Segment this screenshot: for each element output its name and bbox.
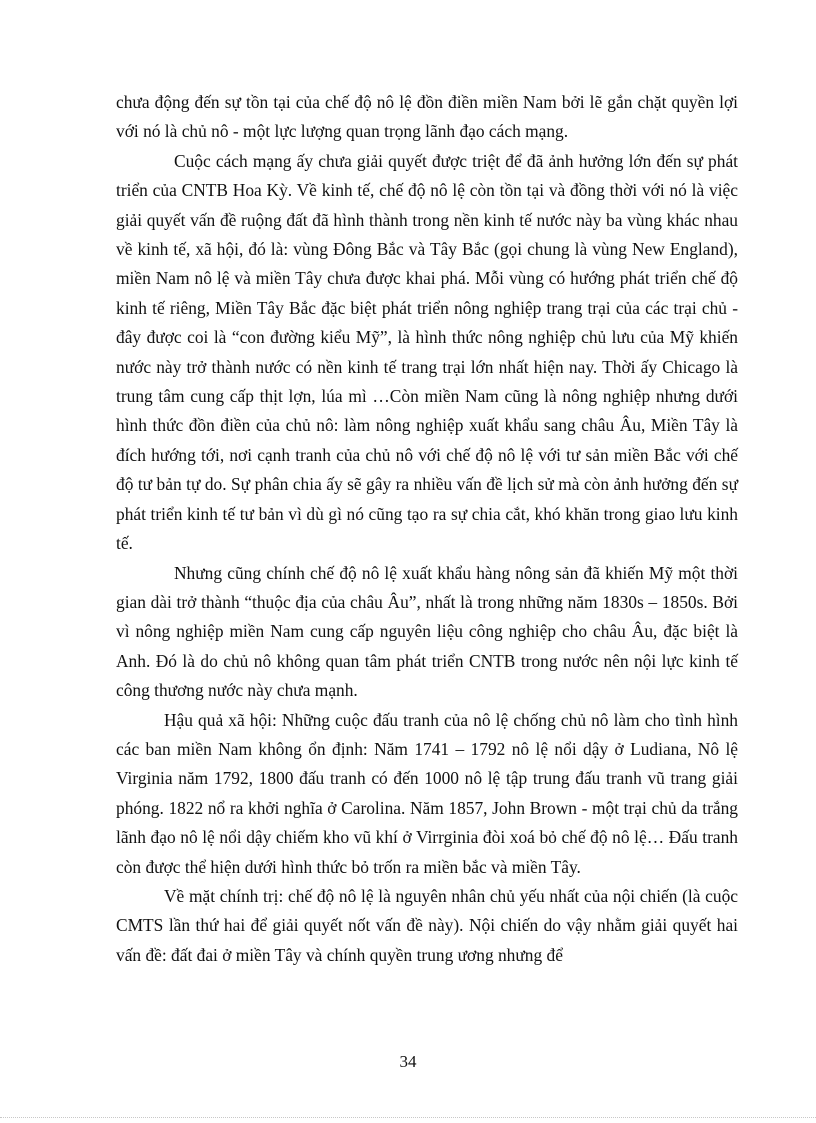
- paragraph-political-aspect: Về mặt chính trị: chế độ nô lệ là nguyên nhân chủ yếu nhất của nội chiến (là cuộc CMTS lần thứ hai để giải quyết nốt vấn đề này). Nội chiến do vậy nhằm giải quyết hai vấn đề: đất đai ở miền Tây và chính quyền trung ương nhưng để: [116, 885, 738, 965]
- paragraph-colony-of-europe: Nhưng cũng chính chế độ nô lệ xuất khẩu hàng nông sản đã khiến Mỹ một thời gian dài trở thành “thuộc địa của châu Âu”, nhất là trong những năm 1830s – 1850s. Bởi vì nông nghiệp miền Nam cung cấp nguyên liệu công nghiệp cho châu Âu, đặc biệt là Anh. Đó là do chủ nô không quan tâm phát triển CNTB trong nước nên nội lực kinh tế công thương nước này chưa mạnh.: [116, 562, 738, 701]
- page-number: 34: [399, 1052, 417, 1071]
- paragraph-social-consequences: Hậu quả xã hội: Những cuộc đấu tranh của nô lệ chống chủ nô làm cho tình hình các ban miền Nam không ổn định: Năm 1741 – 1792 nô lệ nổi dậy ở Ludiana, Nô lệ Virginia năm 1792, 1800 đấu tranh có đến 1000 nô lệ tập trung đấu tranh vũ trang giải phóng. 1822 nổ ra khởi nghĩa ở Carolina. Năm 1857, John Brown - một trại chủ da trắng lãnh đạo nô lệ nổi dậy chiếm kho vũ khí ở Virrginia đòi xoá bỏ chế độ nô lệ… Đấu tranh còn được thể hiện dưới hình thức bỏ trốn ra miền bắc và miền Tây.: [116, 709, 738, 877]
- paragraph-continuation: chưa động đến sự tồn tại của chế độ nô lệ đồn điền miền Nam bởi lẽ gắn chặt quyền lợi với nó là chủ nô - một lực lượng quan trọng lãnh đạo cách mạng.: [116, 92, 738, 142]
- document-page: [116, 88, 738, 970]
- paragraph-cntb-impact: Cuộc cách mạng ấy chưa giải quyết được triệt để đã ảnh hưởng lớn đến sự phát triển của CNTB Hoa Kỳ. Về kinh tế, chế độ nô lệ còn tồn tại và đồng thời với nó là việc giải quyết vấn đề ruộng đất đã hình thành trong nền kinh tế nước này ba vùng khác nhau về kinh tế, xã hội, đó là: vùng Đông Bắc và Tây Bắc (gọi chung là vùng New England), miền Nam nô lệ và miền Tây chưa được khai phá. Mỗi vùng có hướng phát triển chế độ kinh tế riêng, Miền Tây Bắc đặc biệt phát triển nông nghiệp trang trại của các trại chủ - đây được coi là “con đường kiểu Mỹ”, là hình thức nông nghiệp chủ lưu của Mỹ khiến nước này trở thành nước có nền kinh tế trang trại lớn nhất hiện nay. Thời ấy Chicago là trung tâm cung cấp thịt lợn, lúa mì …Còn miền Nam cũng là nông nghiệp nhưng dưới hình thức đồn điền của chủ nô: làm nông nghiệp xuất khẩu sang châu Âu, Miền Tây là đích hướng tới, nơi cạnh tranh của chủ nô với chế độ nô lệ với tư sản miền Bắc với chế độ tư bản tự do. Sự phân chia ấy sẽ gây ra nhiều vấn đề lịch sử mà còn ảnh hưởng đến sự phát triển kinh tế tư bản vì dù gì nó cũng tạo ra sự chia cắt, khó khăn trong giao lưu kinh tế.: [116, 150, 738, 554]
- page-bottom-divider: [0, 1117, 816, 1118]
